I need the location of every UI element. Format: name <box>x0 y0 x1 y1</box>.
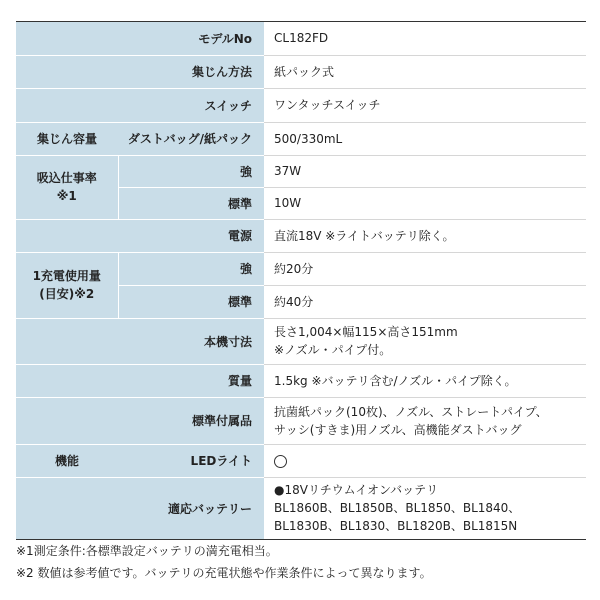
table-row <box>16 155 586 187</box>
suction-std-label: 標準 <box>118 187 264 219</box>
switch-label: スイッチ <box>16 88 264 122</box>
accessories-line2: サッシ(すきま)用ノズル、高機能ダストバッグ <box>274 422 522 437</box>
runtime-std-value: 約40分 <box>264 285 586 318</box>
runtime-group-line1: 1充電使用量 <box>32 269 101 283</box>
model-value: CL182FD <box>264 22 586 55</box>
battery-line2: BL1860B、BL1850B、BL1850、BL1840、 <box>274 501 521 515</box>
accessories-label: 標準付属品 <box>16 397 264 444</box>
capacity-value: 500/330mL <box>264 122 586 155</box>
collection-label: 集じん方法 <box>16 55 264 88</box>
switch-value: ワンタッチスイッチ <box>264 88 586 122</box>
capacity-label: ダストバッグ/紙パック <box>118 122 264 155</box>
table-row <box>16 364 586 397</box>
battery-line1: ●18Vリチウムイオンバッテリ <box>274 483 439 497</box>
runtime-group <box>16 252 118 318</box>
table-row <box>16 252 586 285</box>
table-row <box>16 477 586 539</box>
battery-label: 適応バッテリー <box>16 477 264 539</box>
power-label: 電源 <box>16 219 264 252</box>
dimensions-value <box>264 318 586 364</box>
accessories-line1: 抗菌紙パック(10枚)、ノズル、ストレートパイプ、 <box>274 404 548 419</box>
suction-group <box>16 155 118 219</box>
footnote-1: ※1測定条件:各標準設定バッテリの満充電相当。 <box>16 544 278 558</box>
feature-label: LEDライト <box>118 444 264 477</box>
power-value: 直流18V ※ライトバッテリ除く。 <box>264 219 586 252</box>
table-row <box>16 88 586 122</box>
table-row <box>16 55 586 88</box>
suction-std-value: 10W <box>264 187 586 219</box>
dimensions-line2: ※ノズル・パイプ付。 <box>274 343 392 357</box>
feature-group: 機能 <box>16 444 118 477</box>
weight-label: 質量 <box>16 364 264 397</box>
weight-value: 1.5kg ※バッテリ含む/ノズル・パイプ除く。 <box>264 364 586 397</box>
accessories-value <box>264 397 586 444</box>
table-row <box>16 397 586 444</box>
table-row <box>16 219 586 252</box>
spec-table <box>16 22 586 540</box>
runtime-std-label: 標準 <box>118 285 264 318</box>
dimensions-label: 本機寸法 <box>16 318 264 364</box>
footnotes <box>16 540 432 584</box>
collection-value: 紙パック式 <box>264 55 586 88</box>
battery-value <box>264 477 586 539</box>
battery-line3: BL1830B、BL1830、BL1820B、BL1815N <box>274 519 518 533</box>
suction-strong-label: 強 <box>118 155 264 187</box>
suction-group-line2: ※1 <box>56 189 77 203</box>
model-label: モデルNo <box>16 22 264 55</box>
table-row <box>16 122 586 155</box>
footnote-2: ※2 数値は参考値です。バッテリの充電状態や作業条件によって異なります。 <box>16 566 432 580</box>
feature-value <box>264 444 586 477</box>
suction-strong-value: 37W <box>264 155 586 187</box>
runtime-strong-label: 強 <box>118 252 264 285</box>
table-row <box>16 318 586 364</box>
runtime-strong-value: 約20分 <box>264 252 586 285</box>
suction-group-line1: 吸込仕事率 <box>36 171 97 185</box>
dimensions-line1: 長さ1,004×幅115×高さ151mm <box>274 325 458 339</box>
runtime-group-line2: (目安)※2 <box>39 287 95 301</box>
table-row <box>16 444 586 477</box>
table-row <box>16 22 586 55</box>
capacity-group: 集じん容量 <box>16 122 118 155</box>
circle-icon <box>274 455 287 468</box>
